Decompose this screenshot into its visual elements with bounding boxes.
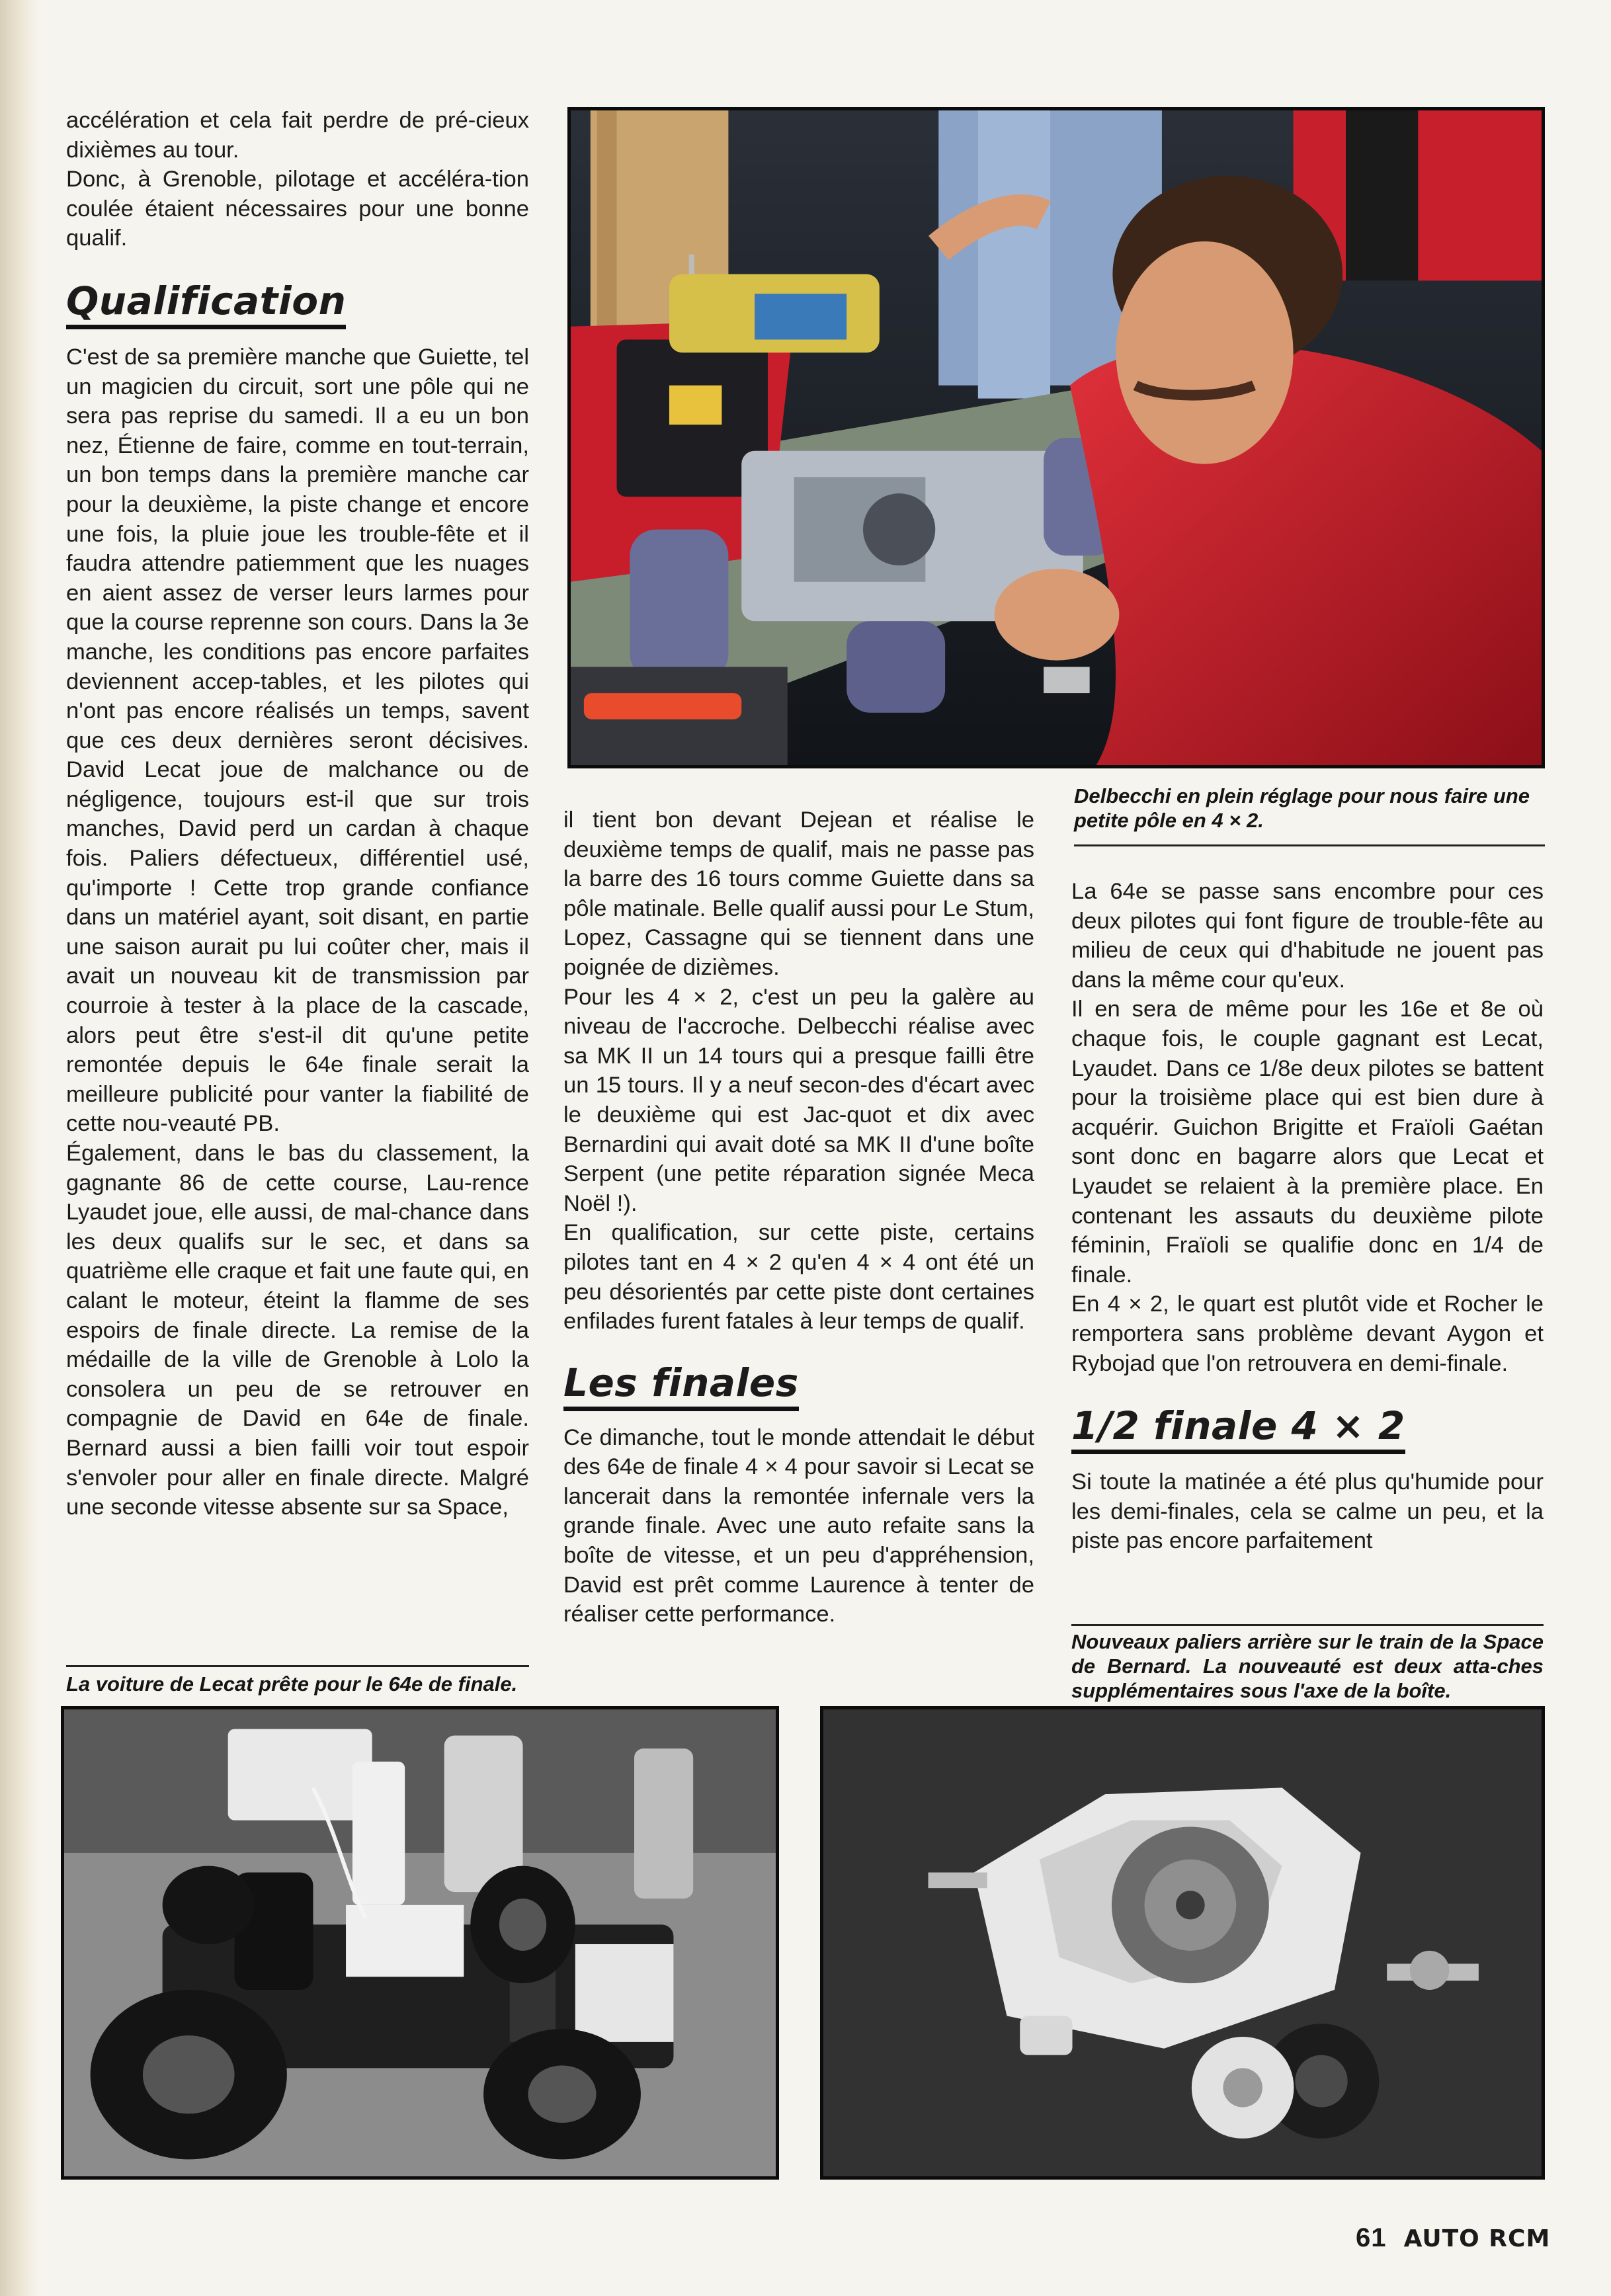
finales-paragraph: Ce dimanche, tout le monde attendait le début des 64e de finale 4 × 4 pour savoir si Lecat se lancerait dans la remontée infernale vers la grande finale. Avec une auto refaite sans la boîte de vitesse, et un peu d'appréhension, David est prêt comme Laurence à tenter de réaliser cette performance.	[563, 1424, 1034, 1627]
col3-paragraph-3: En 4 × 2, le quart est plutôt vide et Rocher le remportera sans problème devant Aygon et Rybojad que l'on retrouvera en demi-finale.	[1071, 1292, 1544, 1376]
photo-lecat-car-illustration	[64, 1709, 776, 2176]
photo-delbecchi-tuning	[567, 107, 1545, 768]
caption-top-photo: Delbecchi en plein réglage pour nous faire une petite pôle en 4 × 2.	[1074, 784, 1530, 832]
heading-demi-finale: 1/2 finale 4 × 2	[1071, 1405, 1405, 1454]
caption-rule-bottom-left	[66, 1665, 529, 1667]
page-number: 61	[1356, 2223, 1387, 2252]
heading-les-finales: Les finales	[563, 1362, 799, 1411]
photo-lecat-car	[61, 1706, 779, 2180]
column-1	[66, 106, 529, 1522]
intro-paragraph-1: accélération et cela fait perdre de pré-cieux dixièmes au tour.	[66, 108, 529, 163]
col2-paragraph-3: En qualification, sur cette piste, certains pilotes tant en 4 × 2 qu'en 4 × 4 ont été un peu désorientés par cette piste dont certaines enfilades furent fatales à leur temps de qualif.	[563, 1220, 1034, 1334]
page-binding-edge	[0, 0, 38, 2296]
caption-bottom-left: La voiture de Lecat prête pour le 64e de finale.	[66, 1672, 518, 1696]
qualification-paragraph-1: C'est de sa première manche que Guiette, tel un magicien du circuit, sort une pôle qui ne sera pas reprise du samedi. Il a eu un bon nez, Étienne de faire, comme en tout-terrain, un bon temps dans la première manche car pour la deuxième, la piste change et encore une fois, la pluie joue les trouble-fête et il faudra attendre patiemment que les nuages en aient assez de verser leurs larmes pour que la course reprenne son cours. Dans la 3e manche, les conditions pas encore parfaites deviennent accep-tables, et les pilotes qui n'ont pas encore réalisés un temps, savent que ces deux dernières seront décisives. David Lecat joue de malchance ou de négligence, toujours est-il que sur trois manches, David perd un cardan à chaque fois. Paliers défectueux, différentiel usé, qu'importe ! Cette trop grande confiance dans un matériel ayant, soit disant, en partie une saison aurait pu lui coûter cher, mais il avait un nouveau kit de transmission par courroie à tester à la place de la cascade, alors peut être s'est-il dit qu'une petite remontée depuis le 64e finale serait la meilleure publicité pour vanter la fiabilité de cette nou-veauté PB.	[66, 344, 529, 1137]
photo-delbecchi-illustration	[571, 110, 1542, 765]
intro-paragraph-2: Donc, à Grenoble, pilotage et accéléra-tion coulée étaient nécessaires pour une bonne qualif.	[66, 167, 529, 251]
heading-qualification: Qualification	[66, 280, 346, 329]
demi-finale-paragraph: Si toute la matinée a été plus qu'humide pour les demi-finales, cela se calme un peu, et la piste pas encore parfaitement	[1071, 1469, 1544, 1554]
caption-rule-top	[1074, 844, 1545, 846]
col2-paragraph-1: il tient bon devant Dejean et réalise le deuxième temps de qualif, mais ne passe pas la barre des 16 tours comme Guiette dans sa pôle matinale. Belle qualif aussi pour Le Stum, Lopez, Cassagne qui se tiennent dans une poignée de dizièmes.	[563, 807, 1034, 980]
col3-paragraph-2: Il en sera de même pour les 16e et 8e où chaque fois, le couple gagnant est Lecat, Lyaudet. Dans ce 1/8e deux pilotes se battent pour la troisième place qui est bien dure à acquérir. Guichon Brigitte et Fraïoli Gaétan sont donc en bagarre alors que Lecat et Lyaudet se relaient à la première place. En contenant les assauts du deuxième pilote féminin, Fraïoli se qualifie donc en 1/4 de finale.	[1071, 997, 1544, 1288]
caption-bottom-right: Nouveaux paliers arrière sur le train de la Space de Bernard. La nouveauté est deux atta-ches supplémentaires sous l'axe de la boîte.	[1071, 1630, 1544, 1702]
photo-space-gearbox	[820, 1706, 1545, 2180]
page-footer	[1356, 2223, 1550, 2253]
column-3	[1071, 877, 1544, 1556]
magazine-name: AUTO RCM	[1403, 2225, 1551, 2252]
qualification-paragraph-2: Également, dans le bas du classement, la gagnante 86 de cette course, Lau-rence Lyaudet joue, elle aussi, de mal-chance dans les deux qualifs sur le sec, et dans sa quatrième elle craque et fait une faute qui, en calant le moteur, éteint la flamme de ses espoirs de finale directe. La remise de la médaille de la ville de Grenoble à Lolo la consolera un peu de se retrouver en compagnie de David en 64e de finale. Bernard aussi a bien failli voir tout espoir s'envoler pour aller en finale directe. Malgré une seconde vitesse absente sur sa Space,	[66, 1141, 529, 1520]
caption-rule-bottom-right	[1071, 1624, 1544, 1626]
photo-space-gearbox-illustration	[823, 1709, 1542, 2176]
column-2	[563, 805, 1034, 1629]
col2-paragraph-2: Pour les 4 × 2, c'est un peu la galère au niveau de l'accroche. Delbecchi réalise avec sa MK II un 14 tours qui a presque failli être un 15 tours. Il y a neuf secon-des d'écart avec le deuxième qui est Jac-quot et dix avec Bernardini qui avait doté sa MK II d'une boîte Serpent (une petite réparation signée Meca Noël !).	[563, 984, 1034, 1216]
col3-paragraph-1: La 64e se passe sans encombre pour ces deux pilotes qui font figure de trouble-fête au milieu de ceux qui d'habitude ne jouent pas dans la même cour qu'eux.	[1071, 879, 1544, 993]
